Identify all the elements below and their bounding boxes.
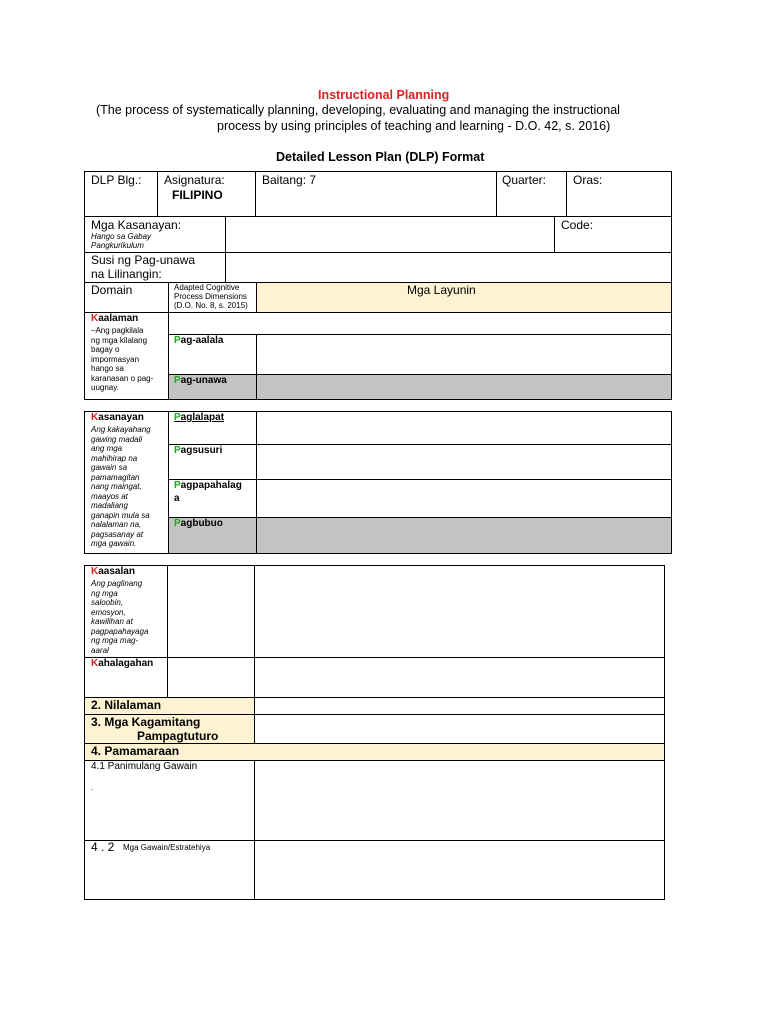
oras-cell (566, 171, 672, 217)
kaasalan-desc-line: emosyon, (91, 607, 126, 617)
pagpapahalaga-label-wrap: a (174, 493, 180, 504)
panimulang-dot: . (91, 783, 94, 792)
kaasalan-heading: Kaasalan (91, 566, 135, 577)
kaasalan-description (91, 579, 148, 655)
nilalaman-label: 2. Nilalaman (91, 698, 162, 712)
kaalaman-spacer-row (168, 312, 672, 335)
kasanayan-heading: Kasanayan (91, 412, 144, 423)
panimulang-value[interactable] (254, 760, 665, 841)
kasanayan-desc-line: mga gawain. (91, 539, 137, 548)
pamamaraan-row (84, 743, 665, 761)
kaasalan-desc-line: aaral (91, 645, 109, 655)
kasanayan-desc-line: nalalaman na, (91, 520, 142, 529)
pagsusuri-objective[interactable] (256, 444, 672, 480)
kahalagahan-heading: Kahalagahan (91, 658, 154, 669)
oras-label: Oras: (573, 173, 603, 187)
paglalapat-objective[interactable] (256, 411, 672, 445)
baitang-label: Baitang: 7 (262, 173, 317, 187)
pagsusuri-label: Pagsusuri (174, 445, 223, 456)
susi-line-2: na Lilinangin: (91, 267, 162, 281)
kaalaman-desc-line: hango sa (91, 364, 124, 373)
pag-aalala-objective[interactable] (256, 334, 672, 375)
kahalagahan-mid-cell[interactable] (167, 657, 255, 698)
kaalaman-desc-line: uugnay. (91, 383, 119, 392)
acpd-line-1: Adapted Cognitive (174, 283, 240, 292)
kasanayan-desc-line: mahihirap na (91, 453, 138, 463)
pagbubuo-label: Pagbubuo (174, 518, 223, 529)
dlp-blg-cell (84, 171, 158, 217)
kasanayan-desc-line: nang maingat, (91, 482, 142, 491)
subtitle-line-1: (The process of systematically planning, developing, evaluating and managing the instructional (96, 103, 620, 117)
kaalaman-desc-line: karanasan o pag- (91, 373, 154, 383)
nilalaman-value[interactable] (254, 697, 665, 715)
pagbubuo-objective[interactable] (256, 517, 672, 554)
gawain-label: Mga Gawain/Estratehiya (123, 843, 211, 852)
quarter-cell (496, 171, 567, 217)
kagamitan-line-2: Pampagtuturo (137, 729, 219, 743)
asignatura-cell (157, 171, 256, 217)
kaasalan-cell (84, 565, 168, 658)
kasanayan-desc-line: ang mga (91, 444, 123, 453)
susi-value-cell[interactable] (225, 252, 672, 283)
pagbubuo-cell (168, 517, 257, 554)
kasanayan-note-1: Hango sa Gabay (91, 232, 152, 241)
gawain-cell (84, 840, 255, 900)
kasanayan-desc-line: pagsasanay at (91, 529, 144, 539)
acpd-line-2: Process Dimensions (174, 292, 247, 301)
pag-aalala-label: Pag-aalala (174, 335, 224, 346)
kaalaman-cell (84, 312, 169, 400)
acpd-cell (168, 282, 257, 313)
gawain-value[interactable] (254, 840, 665, 900)
code-label: Code: (561, 218, 594, 232)
kasanayan-value-cell[interactable] (225, 216, 555, 253)
pag-unawa-label: Pag-unawa (174, 375, 227, 386)
kaalaman-heading: Kaalaman (91, 313, 139, 324)
kasanayan-desc-line: gawain sa (91, 463, 128, 472)
pagpapahalaga-objective[interactable] (256, 479, 672, 518)
domain-cell (84, 282, 169, 313)
nilalaman-cell (84, 697, 255, 715)
pag-unawa-objective[interactable] (256, 374, 672, 400)
kasanayan-desc-line: pamamagitan (91, 472, 140, 482)
kasanayan-description (91, 425, 151, 549)
kaalaman-description (91, 326, 153, 393)
kagamitan-cell (84, 714, 255, 744)
domain-label: Domain (91, 283, 133, 297)
panimulang-cell (84, 760, 255, 841)
kasanayan-label-cell (84, 216, 226, 253)
panimulang-label: 4.1 Panimulang Gawain (91, 761, 198, 772)
kaasalan-mid-cell[interactable] (167, 565, 255, 658)
kaalaman-desc-line: –Ang pagkilala (91, 326, 144, 335)
subtitle-line-2: process by using principles of teaching and learning - D.O. 42, s. 2016) (217, 119, 611, 133)
kaalaman-desc-line: bagay o (91, 345, 120, 354)
kaasalan-desc-line: kawilihan at (91, 617, 133, 626)
code-cell[interactable] (554, 216, 672, 253)
layunin-header-cell (256, 282, 672, 313)
format-title: Detailed Lesson Plan (DLP) Format (276, 150, 485, 164)
paglalapat-cell (168, 411, 257, 445)
kagamitan-value[interactable] (254, 714, 665, 744)
kagamitan-line-1: 3. Mga Kagamitang (91, 715, 201, 729)
kaasalan-desc-line: saloobin, (91, 598, 124, 607)
quarter-label: Quarter: (502, 173, 547, 187)
pagsusuri-cell (168, 444, 257, 480)
kasanayan-cell (84, 411, 169, 554)
pamamaraan-label: 4. Pamamaraan (91, 744, 180, 758)
asignatura-value: FILIPINO (172, 188, 223, 202)
kaalaman-desc-line: impormasyan (91, 354, 140, 364)
dlp-blg-label: DLP Blg.: (91, 173, 142, 187)
kahalagahan-objective[interactable] (254, 657, 665, 698)
kasanayan-desc-line: ganapin mula sa (91, 510, 150, 520)
pagpapahalaga-cell (168, 479, 257, 518)
pag-aalala-cell (168, 334, 257, 375)
kasanayan-desc-line: gawing madali (91, 434, 143, 444)
susi-line-1: Susi ng Pag-unawa (91, 253, 196, 267)
kasanayan-desc-line: maayos at (91, 491, 128, 501)
kaasalan-desc-line: ng mga (91, 588, 118, 598)
pagpapahalaga-label: Pagpapahalag (174, 480, 242, 491)
paglalapat-label: Paglalapat (174, 412, 225, 423)
page-title: Instructional Planning (318, 88, 450, 102)
baitang-cell (255, 171, 497, 217)
kasanayan-note-2: Pangkurikulum (91, 241, 144, 250)
asignatura-label: Asignatura: (164, 173, 225, 187)
kaalaman-desc-line: ng mga kilalang (91, 335, 148, 345)
pag-unawa-cell (168, 374, 257, 400)
susi-label-cell (84, 252, 226, 283)
layunin-label: Mga Layunin (407, 283, 476, 297)
mga-kasanayan-label: Mga Kasanayan: (91, 218, 182, 232)
kahalagahan-cell (84, 657, 168, 698)
kaasalan-objective[interactable] (254, 565, 665, 658)
kasanayan-desc-line: madaliang (91, 501, 128, 510)
kasanayan-desc-line: Ang kakayahang (91, 425, 151, 434)
kaasalan-desc-line: ng mga mag- (91, 636, 139, 645)
kaasalan-desc-line: pagpapahayaga (91, 626, 149, 636)
kaasalan-desc-line: Ang paglinang (91, 579, 143, 588)
gawain-number: 4 . 2 (91, 840, 115, 854)
acpd-line-3: (D.O. No. 8, s. 2015) (174, 301, 248, 310)
